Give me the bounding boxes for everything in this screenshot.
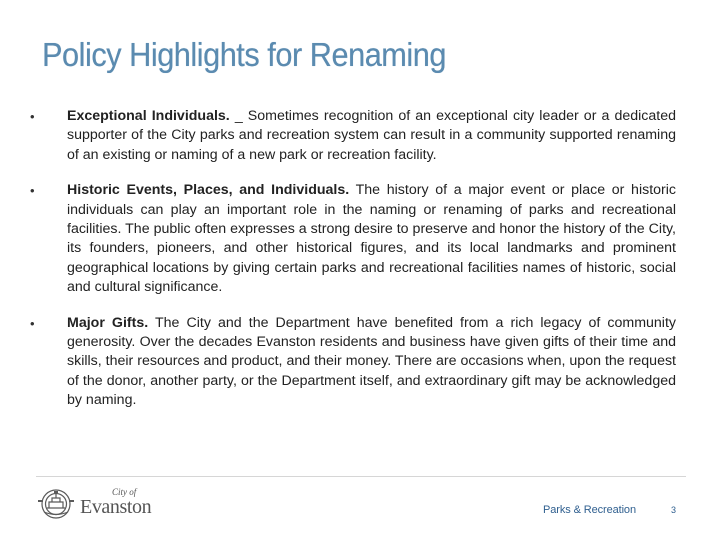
city-seal-icon (34, 486, 78, 522)
bullet-lead: Major Gifts. (67, 314, 149, 331)
city-logo (34, 486, 160, 522)
bullet-text: The City and the Department have benefited from a rich legacy of community generosity. Over the decades Evanston residents and business have given gifts of their time and skills, their resources and product, and their money. There are occasions when, upon the request of the donor, another party, or the Department itself, and extraordinary gift may be acknowledged by naming. (67, 314, 676, 409)
bullet-text: The history of a major event or place or historic individuals can play an important role in the naming or renaming of parks and recreational facilities. The public often expresses a strong desire to preserve and honor the history of the City, its founders, pioneers, and other historical figures, and its local landmarks and prominent geographical locations by giving certain parks and recreational facilities names of historic, social and cultural significance. (67, 182, 676, 296)
bullet-lead: Historic Events, Places, and Individuals. (67, 182, 350, 199)
logo-city-of-text: City of (112, 487, 137, 497)
bullet-list (30, 107, 676, 427)
bullet-item-historic (30, 181, 676, 297)
bullet-lead: Exceptional Individuals. (67, 108, 230, 124)
footer-divider (36, 476, 686, 477)
bullet-item-major-gifts (30, 314, 676, 411)
bullet-dot: • (30, 183, 35, 199)
bullet-dot: • (30, 109, 35, 124)
bullet-item-exceptional-individuals (30, 107, 676, 165)
bullet-text: _ Sometimes recognition of an exceptional city leader or a dedicated supporter of the City parks and recreation system can result in a community supported renaming of an existing or naming of a new park or recreation facility. (67, 108, 676, 163)
page-number: 3 (671, 505, 677, 515)
department-label: Parks & Recreation (543, 504, 636, 516)
slide-title: Policy Highlights for Renaming (42, 36, 446, 73)
logo-wordmark: Evanston (80, 496, 152, 518)
bullet-dot: • (30, 315, 35, 331)
